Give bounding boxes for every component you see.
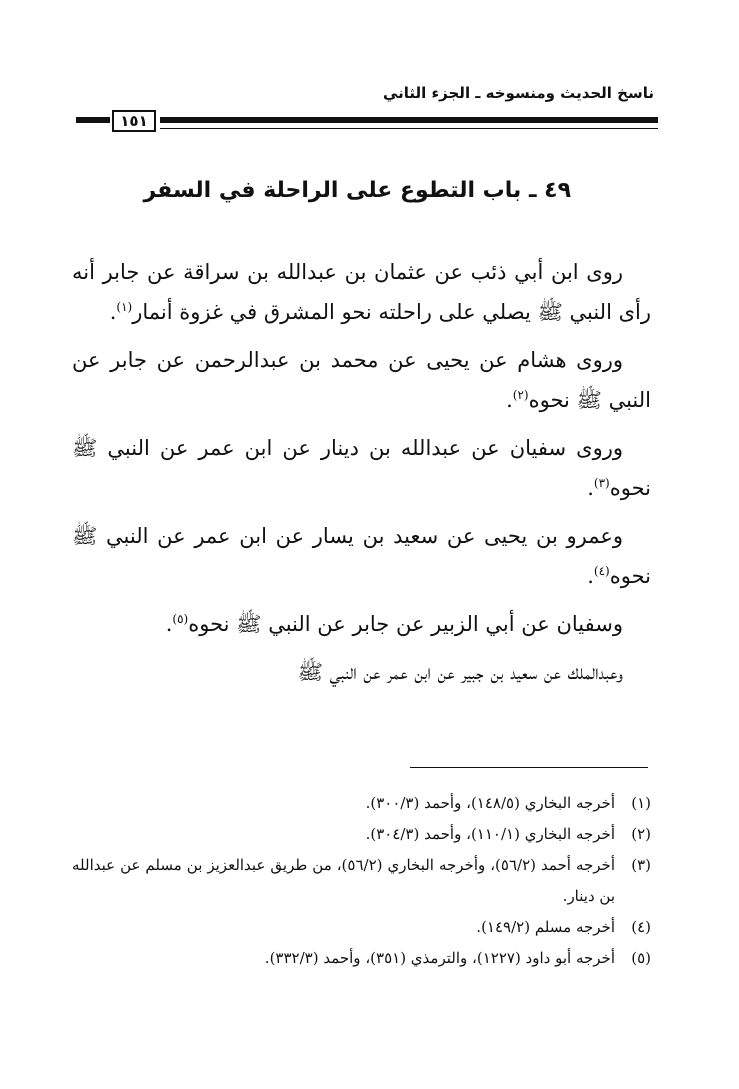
footnote-text: أخرجه أبو داود (١٢٢٧)، والترمذي (٣٥١)، وأحمد (٣٣٢/٣). <box>264 949 615 967</box>
footnote-ref: (٤) <box>593 564 610 578</box>
footnote-ref: (٥) <box>172 612 189 626</box>
main-text <box>72 252 651 700</box>
footnote <box>72 819 651 850</box>
paragraph-end: . <box>587 476 594 500</box>
paragraph-text: وعمرو بن يحيى عن سعيد بن يسار عن ابن عمر عن النبي ﷺ نحوه <box>72 524 651 588</box>
header-rule-left <box>76 117 110 123</box>
footnote <box>72 943 651 974</box>
running-header-title: ناسخ الحديث ومنسوخه ـ الجزء الثاني <box>382 84 654 102</box>
paragraph <box>72 604 651 644</box>
footnote-number: (٢) <box>631 825 651 843</box>
header-rule-thick <box>160 117 658 123</box>
paragraph-text: وسفيان عن أبي الزبير عن جابر عن النبي ﷺ نحوه <box>188 612 623 636</box>
paragraph-end: . <box>109 300 117 324</box>
header-rule-thin <box>160 128 658 129</box>
footnote-ref: (١) <box>116 300 133 314</box>
footnote-text: أخرجه أحمد (٥٦/٢)، وأخرجه البخاري (٥٦/٢)، من طريق عبدالعزيز بن مسلم عن عبدالله بن دينار. <box>72 856 615 905</box>
footnote-number: (٥) <box>631 949 651 967</box>
footnote-number: (٣) <box>631 856 651 874</box>
footnote-number: (١) <box>631 794 651 812</box>
paragraph-end: . <box>587 564 594 588</box>
footnote <box>72 850 651 912</box>
paragraph <box>72 428 651 508</box>
chapter-title: ٤٩ ـ باب التطوع على الراحلة في السفر <box>143 178 571 203</box>
footnote-text: أخرجه البخاري (١٤٨/٥)، وأحمد (٣٠٠/٣). <box>365 794 615 812</box>
paragraph-end: . <box>165 612 173 636</box>
footnote-number: (٤) <box>631 918 651 936</box>
paragraph-end: . <box>506 388 513 412</box>
paragraph-text: وعبدالملك عن سعيد بن جبير عن ابن عمر عن النبي ﷺ <box>297 660 623 684</box>
paragraph <box>72 252 651 332</box>
footnote <box>72 788 651 819</box>
paragraph <box>72 516 651 596</box>
paragraph-text: وروى سفيان عن عبدالله بن دينار عن ابن عمر عن النبي ﷺ نحوه <box>72 436 651 500</box>
footnote-text: أخرجه البخاري (١١٠/١)، وأحمد (٣٠٤/٣). <box>365 825 615 843</box>
footnote-ref: (٣) <box>593 476 610 490</box>
paragraph <box>72 340 651 420</box>
footnote-separator <box>410 767 648 768</box>
footnote <box>72 912 651 943</box>
paragraph-text: روى ابن أبي ذئب عن عثمان بن عبدالله بن سراقة عن جابر أنه رأى النبي ﷺ يصلي على راحلته نحو المشرق في غزوة أنمار <box>72 260 651 324</box>
footnote-text: أخرجه مسلم (١٤٩/٢). <box>476 918 615 936</box>
footnote-ref: (٢) <box>512 388 529 402</box>
paragraph-text: وروى هشام عن يحيى عن محمد بن عبدالرحمن عن جابر عن النبي ﷺ نحوه <box>72 348 651 412</box>
paragraph <box>72 652 651 692</box>
page-number: ١٥١ <box>112 110 156 132</box>
footnotes <box>72 788 651 974</box>
